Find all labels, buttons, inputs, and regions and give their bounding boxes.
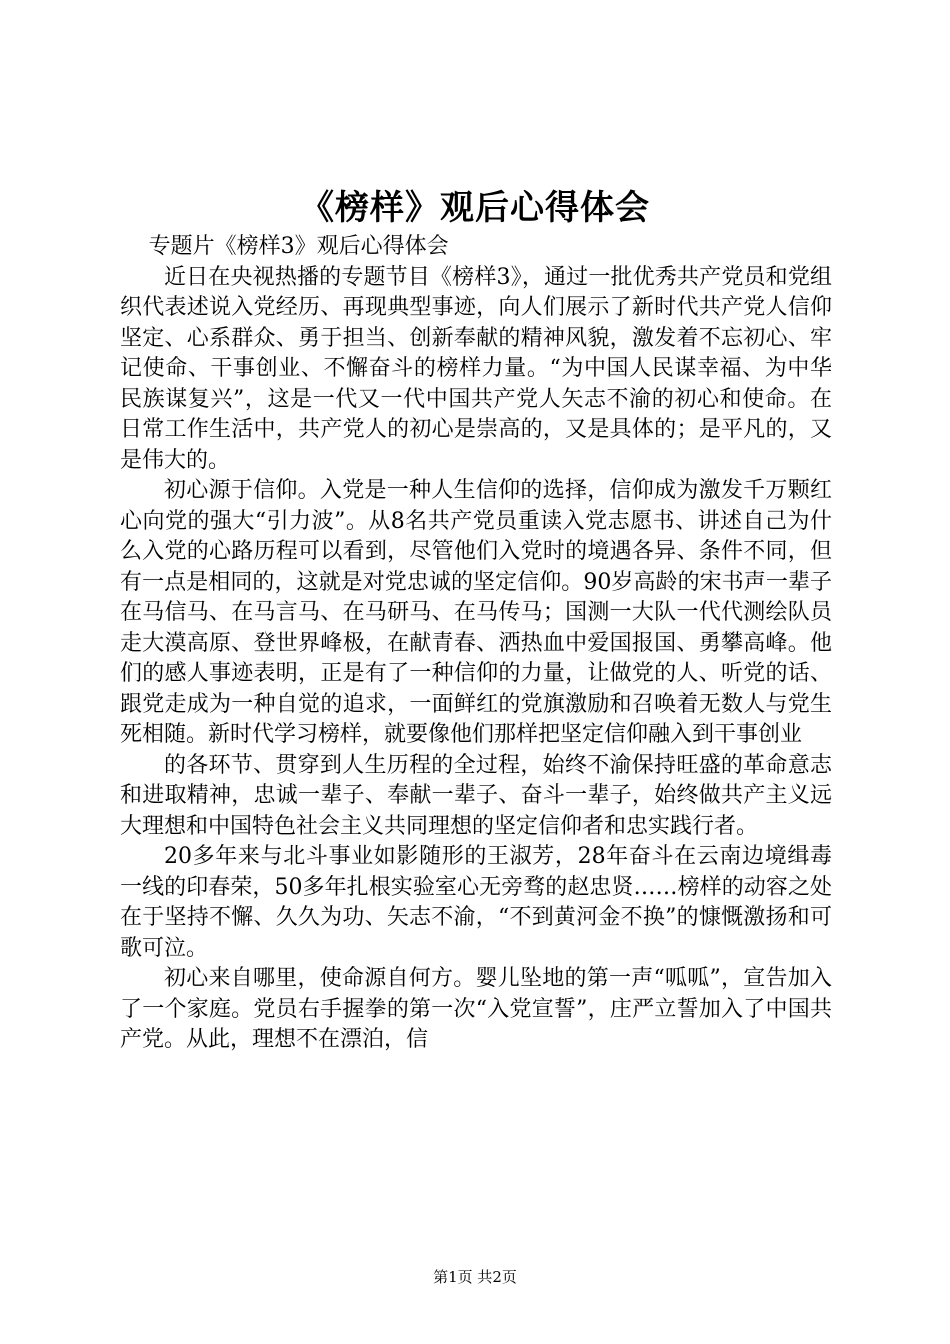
paragraph: 初心来自哪里，使命源自何方。婴儿坠地的第一声“呱呱”，宣告加入了一个家庭。党员右手握拳的第一次“入党宣誓”，庄严立誓加入了中国共产党。从此，理想不在漂泊，信	[120, 966, 832, 1052]
paragraph: 近日在央视热播的专题节目《榜样3》，通过一批优秀共产党员和党组织代表述说入党经历、再现典型事迹，向人们展示了新时代共产党人信仰坚定、心系群众、勇于担当、创新奉献的精神风貌，激发着不忘初心、牢记使命、干事创业、不懈奋斗的榜样力量。“为中国人民谋幸福、为中华民族谋复兴”，这是一代又一代中国共产党人矢志不渝的初心和使命。在日常工作生活中，共产党人的初心是崇高的，又是具体的；是平凡的，又是伟大的。	[120, 264, 832, 473]
paragraph: 初心源于信仰。入党是一种人生信仰的选择，信仰成为激发千万颗红心向党的强大“引力波”。从8名共产党员重读入党志愿书、讲述自己为什么入党的心路历程可以看到，尽管他们入党时的境遇各异、条件不同，但有一点是相同的，这就是对党忠诚的坚定信仰。90岁高龄的宋书声一辈子在马信马、在马言马、在马研马、在马传马；国测一大队一代代测绘队员走大漠高原、登世界峰极，在献青春、洒热血中爱国报国、勇攀高峰。他们的感人事迹表明，正是有了一种信仰的力量，让做党的人、听党的话、跟党走成为一种自觉的追求，一面鲜红的党旗激励和召唤着无数人与党生死相随。新时代学习榜样，就要像他们那样把坚定信仰融入到干事创业	[120, 478, 832, 747]
paragraph: 的各环节、贯穿到人生历程的全过程，始终不渝保持旺盛的革命意志和进取精神，忠诚一辈子、奉献一辈子、奋斗一辈子，始终做共产主义远大理想和中国特色社会主义共同理想的坚定信仰者和忠实践行者。	[120, 752, 832, 839]
page-number-footer: 第1页 共2页	[433, 1268, 517, 1286]
subtitle-paragraph: 专题片《榜样3》观后心得体会	[148, 234, 449, 259]
document-title: 《榜样》观后心得体会	[300, 188, 650, 228]
document-body	[120, 232, 832, 1056]
paragraph: 20多年来与北斗事业如影随形的王淑芳，28年奋斗在云南边境缉毒一线的印春荣，50多年扎根实验室心无旁骛的赵忠贤……榜样的动容之处在于坚持不懈、久久为功、矢志不渝，“不到黄河金不换”的慷慨激扬和可歌可泣。	[120, 844, 832, 961]
